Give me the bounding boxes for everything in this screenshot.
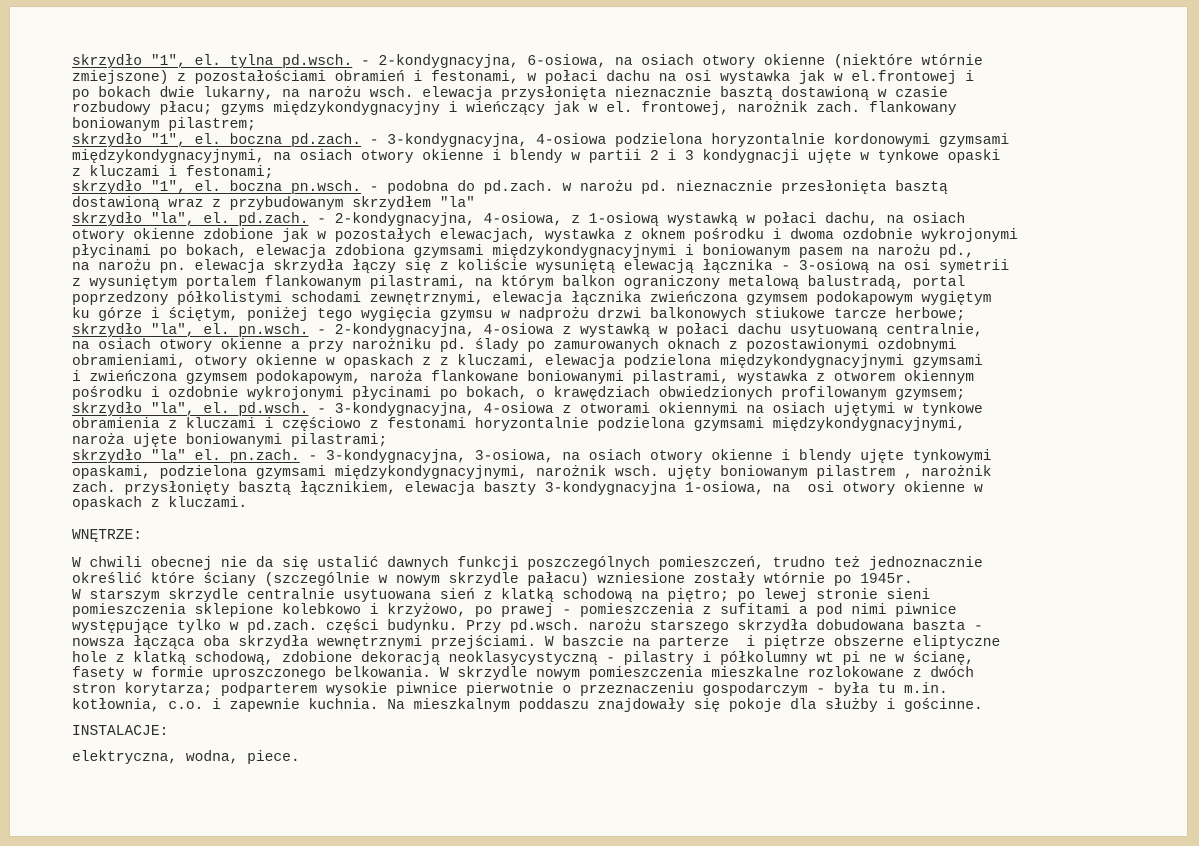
entry-label: skrzydło "1", el. boczna pd.zach. [72, 132, 362, 149]
entry-label: skrzydło "la" el. pn.zach. [72, 448, 300, 465]
entry-line: obramienia z kluczami i częściowo z festonami horyzontalnie podzielona gzymsami międzykondygnacyjnymi, [72, 417, 966, 434]
document-sheet [10, 7, 1187, 836]
entry-text: - 2-kondygnacyjna, 4-osiowa z wystawką w połaci dachu usytuowaną centralnie, [308, 322, 983, 339]
entry-line: z kluczami i festonami; [72, 164, 274, 181]
entry-text: - 2-kondygnacyjna, 6-osiowa, na osiach otwory okienne (niektóre wtórnie [352, 54, 983, 70]
entry-text: - podobna do pd.zach. w narożu pd. nieznacznie przesłonięta basztą [361, 180, 948, 197]
facade-entry [72, 450, 1167, 513]
facade-entry [72, 55, 1167, 134]
entry-line: opaskach z kluczami. [72, 496, 248, 513]
entry-text: - 3-kondygnacyjna, 3-osiowa, na osiach otwory okienne i blendy ujęte tynkowymi [299, 448, 992, 465]
entry-line: rozbudowy płacu; gzyms międzykondygnacyjny i wieńczący jak w el. frontowej, narożnik zach. flankowany [72, 101, 957, 118]
interior-heading: WNĘTRZE: [72, 528, 143, 545]
facade-entry [72, 181, 1167, 213]
facade-entry [72, 403, 1167, 450]
entry-line: opaskami, podzielona gzymsami międzykondygnacyjnymi, narożnik wsch. ujęty boniowanym pilastrem , narożnik [72, 464, 992, 481]
entry-label: skrzydło "1", el. boczna pn.wsch. [72, 180, 362, 197]
interior-line: fasety w formie uproszczonego belkowania. W skrzydle nowym pomieszczenia mieszkalne rozlokowane z dwóch [72, 666, 975, 683]
entry-line: dostawioną wraz z przybudowanym skrzydłem "la" [72, 196, 475, 213]
entry-line: międzykondygnacyjnymi, na osiach otwory okienne i blendy w partii 2 i 3 kondygnacji ujęte w tynkowe opaski [72, 148, 1001, 165]
entry-line: płycinami po bokach, elewacja zdobiona gzymsami międzykondygnacyjnymi i boniowanym pasem na narożu pd., [72, 243, 975, 260]
entry-line: otwory okienne zdobione jak w pozostałych elewacjach, wystawka z oknem pośrodku i dwoma ozdobnie wykrojonymi [72, 227, 1018, 244]
entry-line: i zwieńczona gzymsem podokapowym, naroża flankowane boniowanymi pilastrami, wystawka z otworem okiennym [72, 369, 975, 386]
entry-line: boniowanym pilastrem; [72, 117, 256, 134]
entry-line: ku górze i ściętym, poniżej tego wygięcia gzymsu w nadprożu drzwi balkonowych stiukowe tarcze herbowe; [72, 306, 966, 323]
entry-label: skrzydło "la", el. pd.wsch. [72, 401, 309, 418]
installations-heading: INSTALACJE: [72, 723, 169, 740]
interior-line: W starszym skrzydle centralnie usytuowana sień z klatką schodową na piętro; po lewej stronie sieni [72, 587, 931, 604]
interior-paragraph [72, 557, 1167, 715]
entry-line: na osiach otwory okienne a przy narożniku pd. ślady po zamurowanych oknach z pozostawionymi ozdobnymi [72, 338, 957, 355]
entry-text: - 2-kondygnacyjna, 4-osiowa, z 1-osiową wystawką w połaci dachu, na osiach [308, 211, 966, 228]
installations-text: elektryczna, wodna, piece. [72, 749, 300, 766]
entry-label: skrzydło "1", el. tylna pd.wsch. [72, 54, 353, 70]
entry-line: zmiejszone) z pozostałościami obramień i festonami, w połaci dachu na osi wystawka jak w el.frontowej i [72, 69, 975, 86]
entry-line: z wysuniętym portalem flankowanym pilastrami, na którym balkon ograniczony metalową balustradą, portal [72, 275, 966, 292]
entry-line: poprzedzony półkolistymi schodami zewnętrznymi, elewacja łącznika zwieńczona gzymsem podokapowym wygiętym [72, 290, 992, 307]
entry-line: obramieniami, otwory okienne w opaskach z z kluczami, elewacja podzielona międzykondygnacyjnymi gzymsami [72, 354, 983, 371]
entry-label: skrzydło "la", el. pn.wsch. [72, 322, 309, 339]
interior-line: nowsza łącząca oba skrzydła wewnętrznymi przejściami. W baszcie na parterze i piętrze obszerne eliptyczne [72, 634, 1001, 651]
facade-entry [72, 134, 1167, 181]
entry-line: zach. przysłonięty basztą łącznikiem, elewacja baszty 3-kondygnacyjna 1-osiowa, na osi otwory okienne w [72, 480, 983, 497]
document-text [72, 55, 1167, 766]
entry-text: - 3-kondygnacyjna, 4-osiowa z otworami okiennymi na osiach ujętymi w tynkowe [308, 401, 983, 418]
facade-entry [72, 213, 1167, 324]
entry-line: naroża ujęte boniowanymi pilastrami; [72, 433, 388, 450]
entry-text: - 3-kondygnacyjna, 4-osiowa podzielona horyzontalnie kordonowymi gzymsami [361, 132, 1010, 149]
interior-line: stron korytarza; podparterem wysokie piwnice pierwotnie o przeznaczeniu gospodarczym - była tu m.in. [72, 682, 948, 699]
interior-line: kotłownia, c.o. i zapewnie kuchnia. Na mieszkalnym poddaszu znajdowały się pokoje dla służby i gościnne. [72, 698, 983, 715]
interior-line: pomieszczenia sklepione kolebkowo i krzyżowo, po prawej - pomieszczenia z sufitami a pod nimi piwnice [72, 603, 957, 620]
facade-entry [72, 324, 1167, 403]
entry-label: skrzydło "la", el. pd.zach. [72, 211, 309, 228]
interior-line: występujące tylko w pd.zach. części budynku. Przy pd.wsch. narożu starszego skrzydła dobudowana baszta - [72, 619, 983, 636]
interior-line: określić które ściany (szczególnie w nowym skrzydle pałacu) wzniesione zostały wtórnie po 1945r. [72, 571, 913, 588]
entry-line: na narożu pn. elewacja skrzydła łączy się z koliście wysuniętą elewacją łącznika - 3-osiową na osi symetrii [72, 259, 1010, 276]
entry-line: po bokach dwie lukarny, na narożu wsch. elewacja przysłonięta nieznacznie basztą dostawioną w czasie [72, 85, 948, 102]
interior-line: hole z klatką schodową, zdobione dekoracją neoklasycystyczną - pilastry i półkolumny wt pi ne w ścianę, [72, 650, 975, 667]
entry-line: pośrodku i ozdobnie wykrojonymi płycinami po bokach, o krawędziach obwiedzionych profilowanym gzymsem; [72, 385, 966, 402]
interior-line: W chwili obecnej nie da się ustalić dawnych funkcji poszczególnych pomieszczeń, trudno też jednoznacznie [72, 555, 983, 572]
